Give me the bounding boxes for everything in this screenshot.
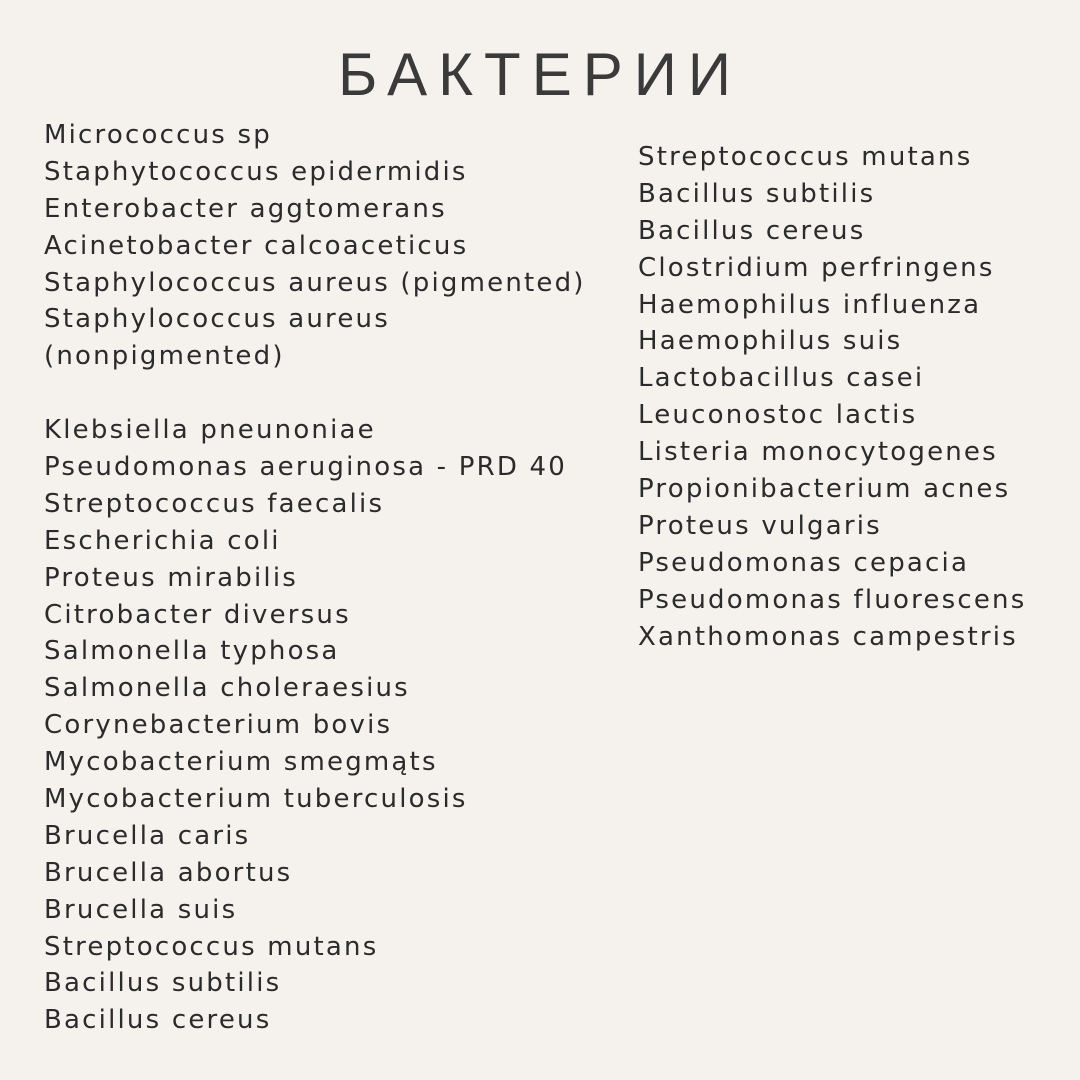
list-item: Xanthomonas campestris [638, 621, 1018, 652]
list-item: Pseudomonas cepacia [638, 547, 970, 578]
list-item: Streptococcus mutans [638, 142, 973, 172]
list-item: Staphytococcus epidermidis [44, 156, 468, 187]
list-item: Propionibacterium acnes [638, 474, 1011, 505]
list-item: Lactobacillus casei [638, 363, 925, 394]
bacteria-list-right [638, 139, 1068, 655]
list-item: Clostridium perfringens [638, 252, 995, 283]
list-item: Corynebacterium bovis [44, 710, 393, 741]
list-item: Mycobacterium smegmąts [44, 747, 438, 778]
list-item: Proteus vulgaris [638, 510, 882, 541]
list-item: Brucella suis [44, 894, 238, 925]
list-item: Pseudomonas aeruginosa - PRD 40 [44, 452, 568, 483]
list-item: Haemophilus influenza [638, 289, 982, 320]
list-item: Staphylococcus aureus [44, 304, 390, 335]
list-item: Haemophilus suis [638, 326, 903, 357]
list-item: Enterobacter aggtomerans [44, 193, 447, 224]
list-item: Pseudomonas fluorescens [638, 584, 1027, 615]
list-item: Bacillus cereus [638, 215, 866, 246]
list-item: (nonpigmented) [44, 341, 285, 372]
list-item: Salmonella choleraesius [44, 673, 410, 704]
list-item: Proteus mirabilis [44, 562, 299, 593]
list-item: Micrococcus sp [44, 120, 272, 150]
list-item: Streptococcus mutans [44, 931, 379, 962]
list-item: Acinetobacter calcoaceticus [44, 230, 469, 261]
list-item: Salmonella typhosa [44, 636, 340, 667]
list-item: Brucella abortus [44, 857, 293, 888]
bacteria-list-left [44, 117, 604, 1039]
page-title: БАКТЕРИИ [338, 41, 742, 108]
list-item: Bacillus subtilis [44, 968, 282, 999]
list-item: Leuconostoc lactis [638, 400, 918, 431]
list-item: Mycobacterium tuberculosis [44, 784, 468, 815]
list-item: Streptococcus faecalis [44, 488, 385, 519]
list-item: Klebsiella pneunoniae [44, 415, 376, 446]
list-item: Citrobacter diversus [44, 599, 351, 630]
list-item: Brucella caris [44, 820, 251, 851]
list-item: Bacillus subtilis [638, 178, 876, 209]
list-item: Staphylococcus aureus (pigmented) [44, 267, 586, 298]
list-item: Listeria monocytogenes [638, 437, 998, 468]
list-item: Bacillus cereus [44, 1005, 272, 1036]
list-item: Escherichia coli [44, 525, 281, 556]
